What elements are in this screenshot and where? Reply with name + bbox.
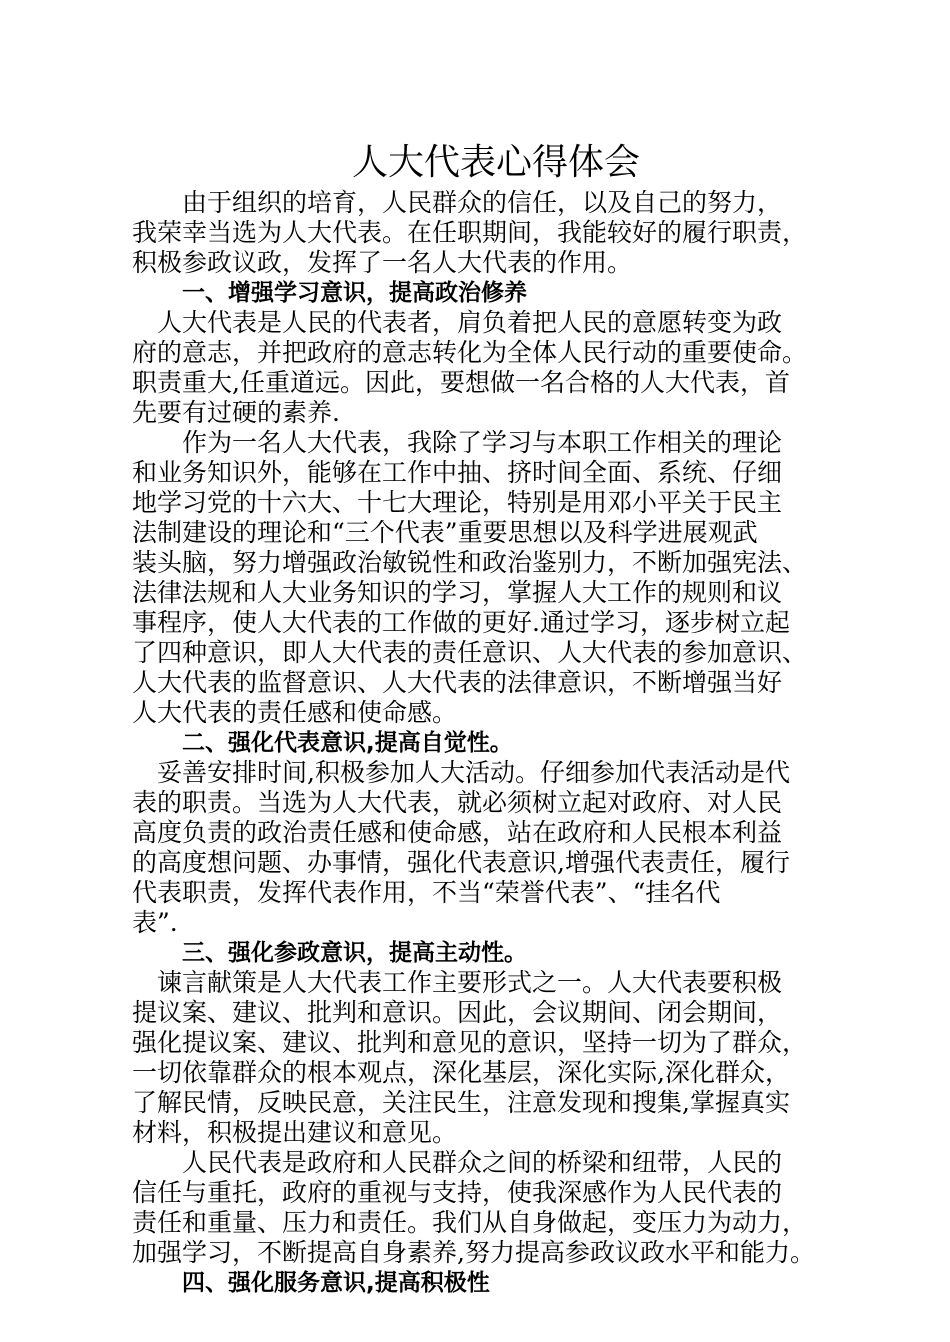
text-line: 的高度想问题、办事情，强化代表意识,增强代表责任，履行 <box>132 848 790 877</box>
text-line: 事程序，使人大代表的工作做的更好.通过学习，逐步树立起 <box>132 608 790 637</box>
text-line: 府的意志，并把政府的意志转化为全体人民行动的重要使命。 <box>132 338 808 367</box>
document-title: 人大代表心得体会 <box>351 142 640 183</box>
section-heading-3: 三、强化参政意识，提高主动性。 <box>182 940 527 966</box>
text-line: 地学习党的十六大、十七大理论，特别是用邓小平关于民主 <box>132 488 783 517</box>
text-line: 我荣幸当选为人大代表。在任职期间，我能较好的履行职责， <box>132 218 808 247</box>
paragraph-section-3a <box>132 968 860 1148</box>
text-line: 法律法规和人大业务知识的学习，掌握人大工作的规则和议 <box>132 578 783 607</box>
section-heading-4: 四、强化服务意识,提高积极性 <box>182 1270 490 1296</box>
section-heading-2: 二、强化代表意识,提高自觉性。 <box>182 730 513 756</box>
text-line: 提议案、建议、批判和意识。因此，会议期间、闭会期间， <box>132 998 783 1027</box>
text-line: 表的职责。当选为人大代表，就必须树立起对政府、对人民 <box>132 788 783 817</box>
text-line: 强化提议案、建议、批判和意见的意识，坚持一切为了群众， <box>132 1028 808 1057</box>
text-line: 积极参政议政，发挥了一名人大代表的作用。 <box>132 248 633 277</box>
paragraph-intro <box>132 188 860 278</box>
paragraph-section-3b <box>132 1148 860 1268</box>
text-line: 材料，积极提出建议和意见。 <box>132 1118 458 1147</box>
text-line: 加强学习，不断提高自身素养,努力提高参政议政水平和能力。 <box>132 1238 815 1267</box>
text-line: 人大代表的监督意识、人大代表的法律意识，不断增强当好 <box>132 668 783 697</box>
text-line: 由于组织的培育，人民群众的信任，以及自己的努力， <box>182 188 783 217</box>
text-line: 谏言献策是人大代表工作主要形式之一。人大代表要积极 <box>157 968 783 997</box>
text-line: 装头脑，努力增强政治敏锐性和政治鉴别力，不断加强宪法、 <box>132 548 808 577</box>
paragraph-section-1b <box>132 428 860 728</box>
text-line: 作为一名人大代表，我除了学习与本职工作相关的理论 <box>182 428 783 457</box>
text-line: 了解民情，反映民意，关注民生，注意发现和搜集,掌握真实 <box>132 1088 790 1117</box>
text-line: 代表职责，发挥代表作用，不当“荣誉代表”、“挂名代 <box>132 878 721 907</box>
document-page <box>132 138 860 1298</box>
text-line: 信任与重托，政府的重视与支持，使我深感作为人民代表的 <box>132 1178 783 1207</box>
text-line: 职责重大,任重道远。因此，要想做一名合格的人大代表，首 <box>132 368 790 397</box>
text-line: 和业务知识外，能够在工作中抽、挤时间全面、系统、仔细 <box>132 458 783 487</box>
text-line: 高度负责的政治责任感和使命感，站在政府和人民根本利益 <box>132 818 783 847</box>
text-line: 一切依靠群众的根本观点，深化基层，深化实际,深化群众， <box>132 1058 790 1087</box>
section-heading-1: 一、增强学习意识，提高政治修养 <box>182 280 527 306</box>
text-line: 妥善安排时间,积极参加人大活动。仔细参加代表活动是代 <box>157 758 790 787</box>
text-line: 表”. <box>132 908 178 937</box>
text-line: 人民代表是政府和人民群众之间的桥梁和纽带，人民的 <box>182 1148 783 1177</box>
text-line: 人大代表的责任感和使命感。 <box>132 698 458 727</box>
text-line: 法制建设的理论和“三个代表”重要思想以及科学进展观武 <box>132 518 758 547</box>
text-line: 责任和重量、压力和责任。我们从自身做起，变压力为动力， <box>132 1208 808 1237</box>
text-line: 人大代表是人民的代表者，肩负着把人民的意愿转变为政 <box>157 308 783 337</box>
paragraph-section-1a <box>132 308 860 428</box>
text-line: 先要有过硬的素养. <box>132 398 340 427</box>
paragraph-section-2 <box>132 758 860 938</box>
text-line: 了四种意识，即人大代表的责任意识、人大代表的参加意识、 <box>132 638 808 667</box>
